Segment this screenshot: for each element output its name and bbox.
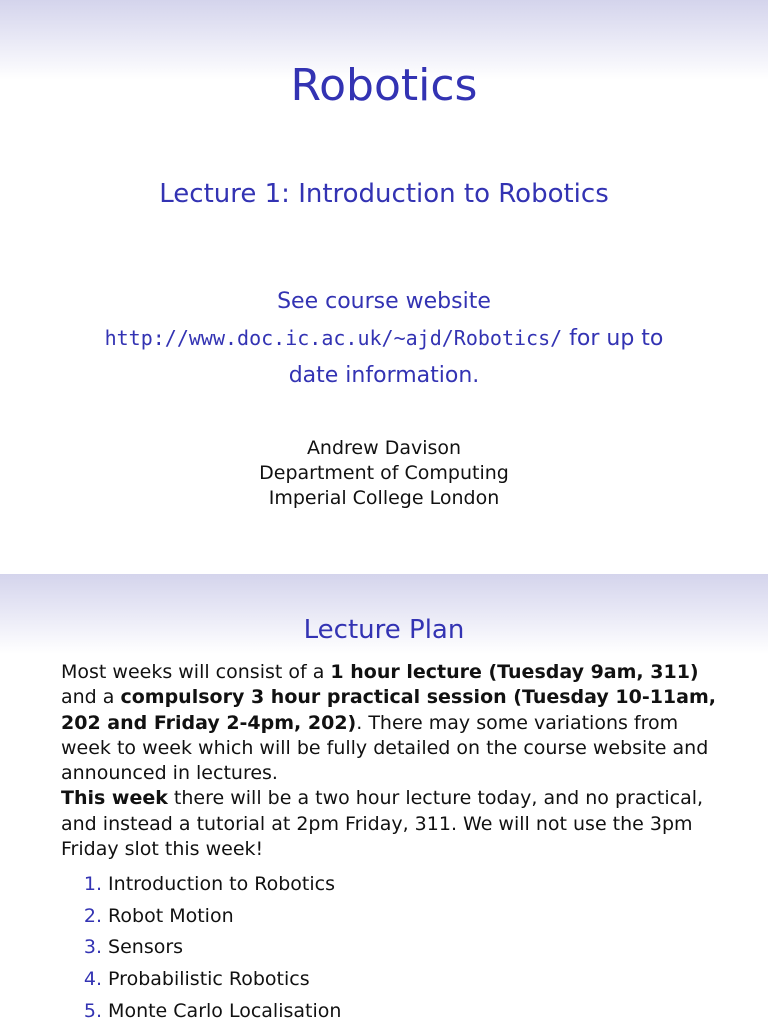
practical-time-bold: compulsory 3 hour practical session (Tuesday 10-11am, 202 and Friday 2-4pm, 202) (61, 686, 716, 734)
list-item (61, 901, 341, 933)
item-label: Introduction to Robotics (108, 873, 335, 895)
author-block (0, 436, 768, 511)
this-week-paragraph (61, 786, 721, 862)
item-label: Robot Motion (108, 904, 234, 927)
author-name: Andrew Davison (306, 437, 462, 459)
list-item (61, 869, 341, 901)
slide-title: Robotics (290, 60, 478, 111)
lecture-plan-body (61, 660, 721, 862)
text-run: . There may some variations from week to week which will be fully detailed on the course website and announced in lectures. (61, 711, 709, 785)
lecture-plan-list (61, 869, 341, 1027)
note-line-2 (0, 320, 768, 357)
list-item (61, 996, 341, 1027)
this-week-bold: This week (61, 787, 168, 810)
list-item (61, 964, 341, 996)
course-website-note (0, 283, 768, 394)
item-label: Monte Carlo Localisation (108, 999, 342, 1022)
item-number: 2. (83, 904, 102, 927)
note-line-1: See course website (277, 289, 491, 314)
item-number: 5. (83, 999, 102, 1022)
list-item (61, 932, 341, 964)
department: Department of Computing (259, 462, 509, 484)
item-number: 4. (83, 968, 102, 991)
frame-title: Lecture Plan (303, 615, 465, 645)
note-line-3: date information. (288, 363, 480, 388)
note-line-2-suffix: for up to (562, 326, 664, 351)
lecture-time-bold: 1 hour lecture (Tuesday 9am, 311) (330, 661, 699, 683)
item-label: Sensors (108, 936, 184, 959)
lecture-subtitle: Lecture 1: Introduction to Robotics (159, 179, 609, 209)
item-number: 3. (83, 936, 102, 959)
item-number: 1. (83, 873, 102, 895)
text-run: Most weeks will consist of a (61, 661, 331, 683)
schedule-paragraph (61, 660, 721, 786)
text-run: there will be a two hour lecture today, and no practical, and instead a tutorial at 2pm Friday, 311. We will not use the 3pm Friday slot this week! (61, 787, 704, 861)
text-run: and a (61, 686, 121, 709)
course-url-link[interactable]: http://www.doc.ic.ac.uk/~ajd/Robotics/ (104, 326, 563, 350)
item-label: Probabilistic Robotics (108, 968, 310, 991)
institution: Imperial College London (268, 487, 500, 509)
